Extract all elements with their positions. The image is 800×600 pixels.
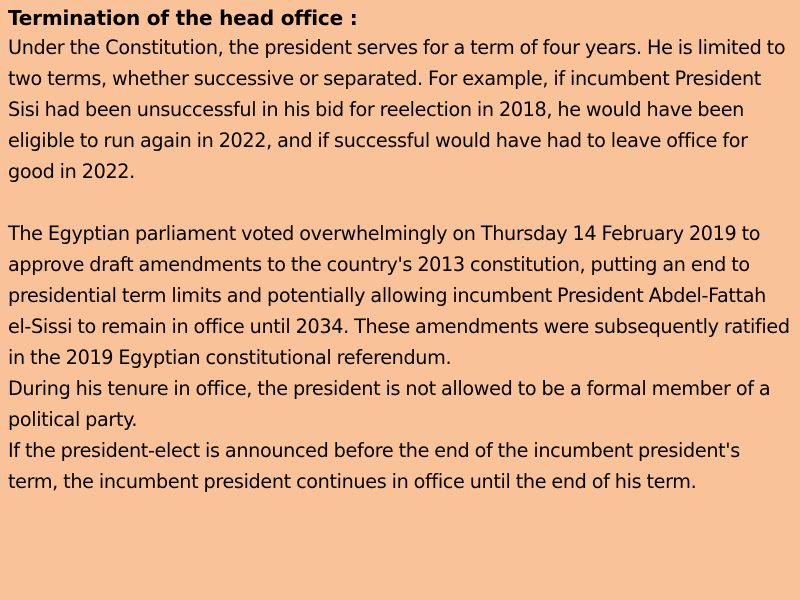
paragraph-amendments: The Egyptian parliament voted overwhelmingly on Thursday 14 February 2019 to approve draft amendments to the country's 2013 constitution, putting an end to presidential term limits and potentially allowing incumbent President Abdel-Fattah el-Sissi to remain in office until 2034. These amendments were subsequently ratified in the 2019 Egyptian constitutional referendum.	[8, 222, 790, 369]
paragraph-spacer	[8, 187, 794, 218]
slide-title: Termination of the head office :	[8, 6, 358, 30]
paragraph-party-membership: During his tenure in office, the president is not allowed to be a formal member of a political party.	[8, 377, 771, 431]
paragraph-term-limits: Under the Constitution, the president serves for a term of four years. He is limited to two terms, whether successive or separated. For example, if incumbent President Sisi had been unsuccessful in his bid for reelection in 2018, he would have been eligible to run again in 2022, and if successful would have had to leave office for good in 2022.	[8, 36, 786, 183]
paragraph-president-elect: If the president-elect is announced before the end of the incumbent president's term, the incumbent president continues in office until the end of his term.	[8, 439, 740, 493]
